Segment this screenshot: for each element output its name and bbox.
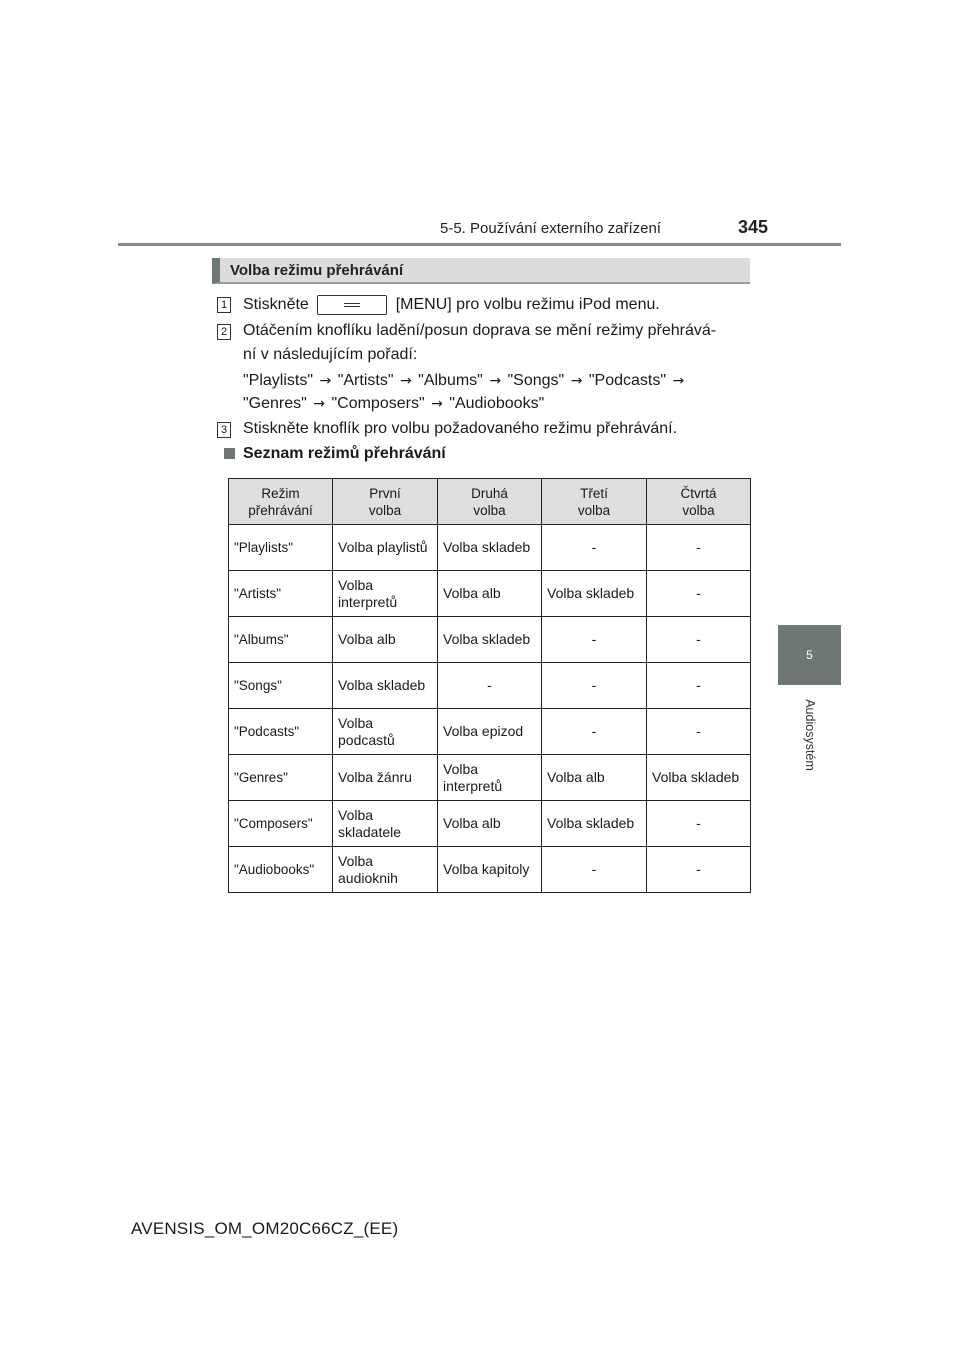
mode-order-item: "Songs" — [507, 372, 565, 389]
playback-mode-table — [228, 478, 751, 893]
table-row — [229, 801, 751, 847]
arrow-right-icon: → — [570, 373, 583, 389]
header-fourth-choice: Čtvrtá volba — [647, 479, 751, 525]
table-cell: - — [647, 617, 751, 663]
table-row — [229, 571, 751, 617]
table-cell: Volba playlistů — [333, 525, 438, 571]
table-cell: Volba skladatele — [333, 801, 438, 847]
arrow-right-icon: → — [489, 373, 502, 389]
table-cell: - — [542, 617, 647, 663]
chapter-tab — [778, 625, 841, 685]
square-bullet-icon — [224, 448, 235, 459]
step-number-2: 2 — [217, 324, 231, 340]
table-cell: "Artists" — [229, 571, 333, 617]
table-cell: - — [542, 525, 647, 571]
page-number: 345 — [738, 217, 769, 237]
mode-order-item: "Audiobooks" — [449, 395, 545, 412]
table-cell: "Genres" — [229, 755, 333, 801]
table-cell: Volba skladeb — [438, 617, 542, 663]
table-cell: Volba žánru — [333, 755, 438, 801]
table-cell: Volba skladeb — [438, 525, 542, 571]
step-number-1: 1 — [217, 297, 231, 313]
arrow-right-icon: → — [672, 373, 685, 389]
table-cell: Volba skladeb — [333, 663, 438, 709]
document-code-footer: AVENSIS_OM_OM20C66CZ_(EE) — [131, 1219, 399, 1238]
table-cell: Volba audioknih — [333, 847, 438, 893]
step-2-line-1: Otáčením knoflíku ladění/posun doprava se mění režimy přehrává- — [243, 322, 717, 339]
table-cell: Volba alb — [438, 801, 542, 847]
mode-order-item: "Composers" — [331, 395, 425, 412]
menu-button-icon — [317, 295, 387, 315]
table-row — [229, 617, 751, 663]
step-number-3: 3 — [217, 422, 231, 438]
table-cell: "Playlists" — [229, 525, 333, 571]
section-title — [212, 258, 750, 284]
table-cell: Volba epizod — [438, 709, 542, 755]
table-cell: Volba interpretů — [333, 571, 438, 617]
header-third-choice: Třetí volba — [542, 479, 647, 525]
table-cell: - — [647, 801, 751, 847]
mode-order-line-2 — [243, 395, 544, 413]
table-row — [229, 847, 751, 893]
table-cell: Volba alb — [333, 617, 438, 663]
step-1-before: Stiskněte — [243, 296, 309, 314]
table-cell: Volba skladeb — [542, 571, 647, 617]
section-title-text: Volba režimu přehrávání — [230, 261, 404, 279]
header-rule — [118, 243, 841, 246]
table-cell: Volba skladeb — [647, 755, 751, 801]
table-cell: Volba interpretů — [438, 755, 542, 801]
table-row — [229, 525, 751, 571]
table-cell: - — [542, 709, 647, 755]
step-1-after: [MENU] pro volbu režimu iPod menu. — [395, 296, 660, 314]
chapter-number: 5 — [806, 648, 813, 662]
arrow-right-icon: → — [431, 396, 443, 412]
table-row — [229, 709, 751, 755]
table-cell: Volba kapitoly — [438, 847, 542, 893]
step-2-line-2: ní v následujícím pořadí: — [243, 346, 418, 363]
table-cell: "Songs" — [229, 663, 333, 709]
step-3-text: Stiskněte knoflík pro volbu požadovaného režimu přehrávání. — [243, 420, 678, 437]
table-cell: - — [542, 663, 647, 709]
mode-order-line-1 — [243, 372, 686, 390]
table-cell: - — [647, 847, 751, 893]
mode-order-item: "Genres" — [243, 395, 307, 412]
table-cell: - — [647, 525, 751, 571]
mode-order-item: "Albums" — [418, 372, 483, 389]
mode-order-item: "Playlists" — [243, 372, 314, 389]
header-first-choice: První volba — [333, 479, 438, 525]
table-cell: Volba alb — [438, 571, 542, 617]
subheading: Seznam režimů přehrávání — [243, 445, 446, 462]
arrow-right-icon: → — [399, 373, 412, 389]
table-cell: - — [542, 847, 647, 893]
table-cell: - — [647, 571, 751, 617]
table-cell: "Composers" — [229, 801, 333, 847]
chapter-label: Audiosystém — [803, 699, 817, 771]
arrow-right-icon: → — [319, 373, 332, 389]
running-header-section: 5-5. Používání externího zařízení — [440, 220, 661, 237]
table-cell: - — [438, 663, 542, 709]
table-cell: Volba alb — [542, 755, 647, 801]
step-1-text — [243, 295, 660, 315]
mode-order-item: "Podcasts" — [588, 372, 667, 389]
arrow-right-icon: → — [313, 396, 326, 412]
table-cell: "Audiobooks" — [229, 847, 333, 893]
table-cell: Volba podcastů — [333, 709, 438, 755]
table-header-row — [229, 479, 751, 525]
table-row — [229, 663, 751, 709]
table-cell: "Albums" — [229, 617, 333, 663]
table-cell: "Podcasts" — [229, 709, 333, 755]
table-cell: - — [647, 709, 751, 755]
mode-order-item: "Artists" — [337, 372, 394, 389]
table-cell: - — [647, 663, 751, 709]
table-cell: Volba skladeb — [542, 801, 647, 847]
header-mode: Režim přehrávání — [229, 479, 333, 525]
header-second-choice: Druhá volba — [438, 479, 542, 525]
table-row — [229, 755, 751, 801]
